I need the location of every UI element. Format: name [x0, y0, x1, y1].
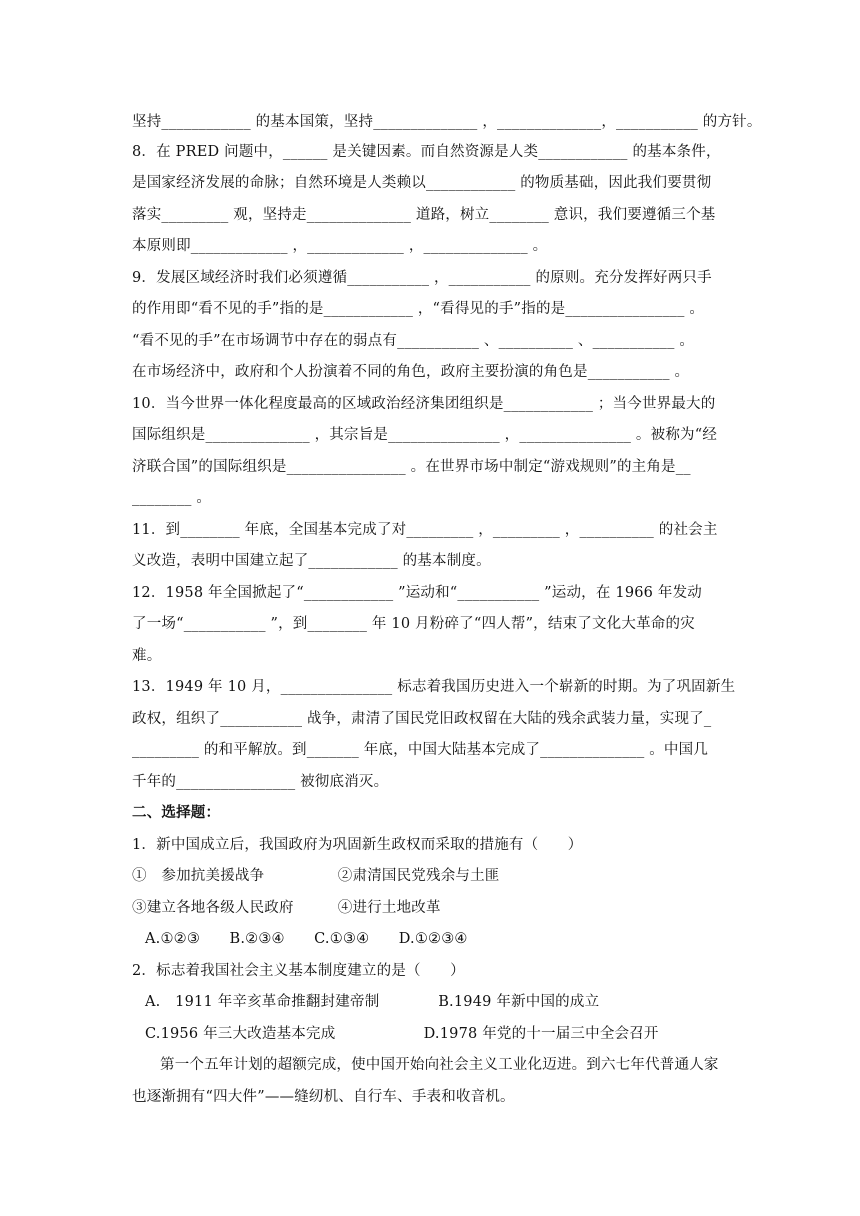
question-options: C.1956 年三大改造基本完成 D.1978 年党的十一届三中全会召开 — [145, 1026, 659, 1042]
text-line: 本原则即_____________ ，_____________ ，______________ 。 — [132, 238, 548, 254]
text-line: 在市场经济中，政府和个人扮演着不同的角色，政府主要扮演的角色是___________ 。 — [132, 364, 690, 380]
text-line: 落实_________ 观，坚持走______________ 道路，树立________ 意识，我们要遵循三个基 — [132, 207, 716, 223]
text-line: 的作用即“看不见的手”指的是____________ ，“看得见的手”指的是________________ 。 — [132, 301, 705, 317]
question-stem: 1．新中国成立后，我国政府为巩固新生政权而采取的措施有（ ） — [132, 837, 583, 853]
text-line: 千年的________________ 被彻底消灭。 — [132, 774, 389, 790]
question-items: ③建立各地各级人民政府 ④进行土地改革 — [132, 900, 441, 916]
paragraph-line: 第一个五年计划的超额完成，使中国开始向社会主义工业化迈进。到六七年代普通人家 — [160, 1057, 719, 1073]
text-line: 济联合国”的国际组织是________________ 。在世界市场中制定“游戏规则”的主角是__ — [132, 459, 691, 475]
text-line: 8．在 PRED 问题中，______ 是关键因素。而自然资源是人类____________ 的基本条件， — [132, 144, 721, 160]
paragraph-line: 也逐渐拥有“四大件”——缝纫机、自行车、手表和收音机。 — [132, 1089, 515, 1105]
section-title: 二、选择题： — [132, 804, 221, 821]
text-line: 是国家经济发展的命脉；自然环境是人类赖以____________ 的物质基础，因此我们要贯彻 — [132, 175, 712, 191]
text-line: 难。 — [132, 648, 162, 664]
text-line: 义改造，表明中国建立起了____________ 的基本制度。 — [132, 553, 491, 569]
text-line: “看不见的手”在市场调节中存在的弱点有___________ 、__________ 、___________ 。 — [132, 333, 695, 349]
text-line: 了一场“___________ ”，到________ 年 10 月粉碎了“四人帮”，结束了文化大革命的灾 — [132, 616, 695, 632]
text-line: _________ 的和平解放。到_______ 年底，中国大陆基本完成了______________ 。中国几 — [132, 742, 709, 758]
question-stem: 2．标志着我国社会主义基本制度建立的是（ ） — [132, 963, 465, 979]
text-line: 政权，组织了___________ 战争，肃清了国民党旧政权留在大陆的残余武装力量，实现了_ — [132, 711, 712, 727]
text-line: 12．1958 年全国掀起了“____________ ”运动和“___________ ”运动，在 1966 年发动 — [132, 585, 702, 601]
text-line: 13．1949 年 10 月，_______________ 标志着我国历史进入一个崭新的时期。为了巩固新生 — [132, 679, 736, 695]
question-options: A. 1911 年辛亥革命推翻封建帝制 B.1949 年新中国的成立 — [145, 994, 600, 1010]
question-options: A.①②③ B.②③④ C.①③④ D.①②③④ — [145, 931, 468, 947]
text-line: 国际组织是______________ ，其宗旨是_______________ ，_______________ 。被称为“经 — [132, 427, 718, 443]
question-items: ① 参加抗美援战争 ②肃清国民党残余与土匪 — [132, 868, 500, 884]
text-line: 10．当今世界一体化程度最高的区域政治经济集团组织是____________ ；当今世界最大的 — [132, 396, 716, 412]
text-line: 9．发展区域经济时我们必须遵循___________ ，___________ 的原则。充分发挥好两只手 — [132, 270, 712, 286]
text-line: ________ 。 — [132, 490, 212, 506]
text-line: 11．到________ 年底，全国基本完成了对_________ ，_________ ，__________ 的社会主 — [132, 522, 718, 538]
text-line: 坚持____________ 的基本国策，坚持______________ ，______________，___________ 的方针。 — [132, 114, 762, 130]
